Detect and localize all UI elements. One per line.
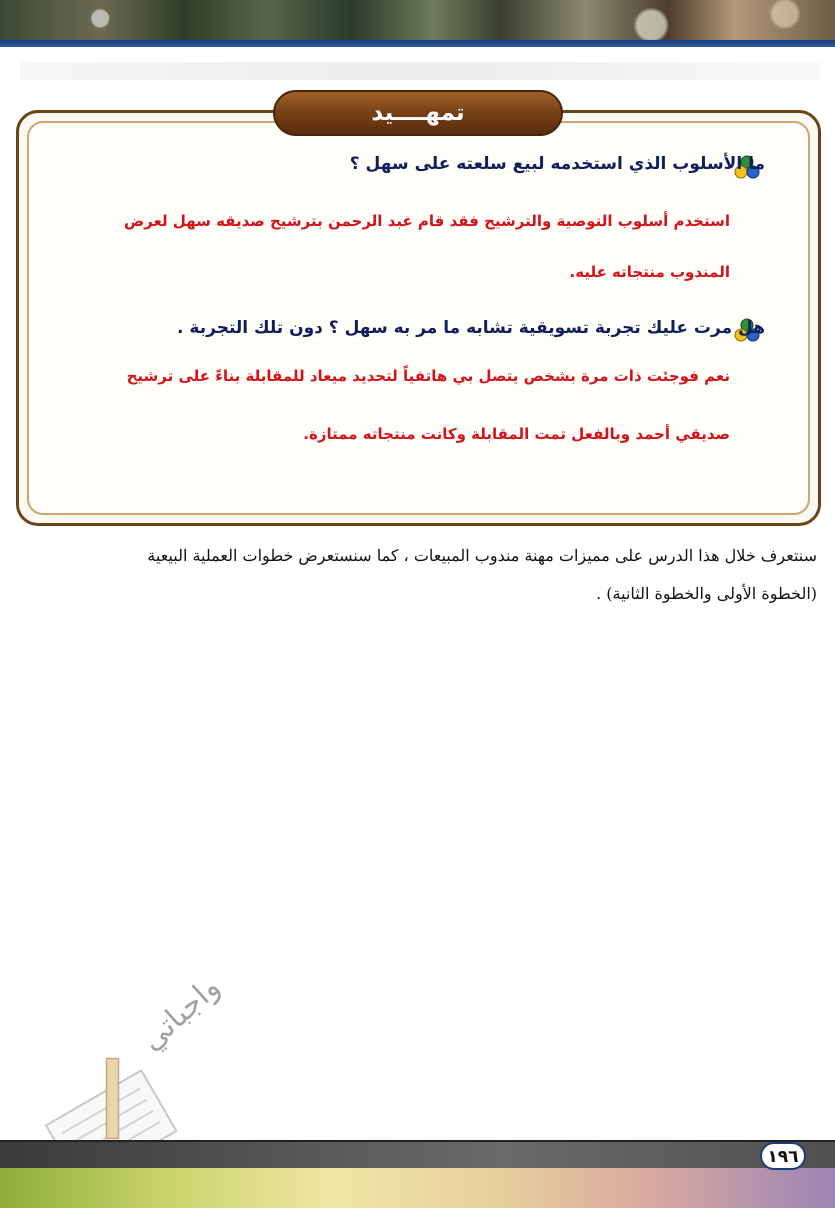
answer-2-line-1: نعم فوجئت ذات مرة بشخص يتصل بي هاتفياً لتحديد ميعاد للمقابلة بناءً على ترشيح — [126, 367, 730, 385]
answer-1-line-1: استخدم أسلوب التوصية والترشيح فقد قام عبد الرحمن بترشيح صديقه سهل لعرض — [123, 212, 730, 230]
watermark-text: واجباتي — [134, 969, 227, 1058]
preface-title: تمهــــيد — [273, 90, 563, 136]
answer-1-line-2: المندوب منتجاته عليه. — [569, 263, 730, 281]
question-1: ما الأسلوب الذي استخدمه لبيع سلعته على سهل ؟ — [349, 154, 765, 174]
faded-background-strip — [20, 62, 820, 80]
page-number: ١٩٦ — [760, 1142, 806, 1170]
answer-2-line-2: صديقي أحمد وبالفعل تمت المقابلة وكانت منتجاته ممتازة. — [303, 425, 730, 443]
question-2: هل مرت عليك تجربة تسويقية تشابه ما مر به سهل ؟ دون تلك التجربة . — [177, 318, 765, 338]
footer-decorative-art — [0, 1168, 835, 1208]
intro-line-2: (الخطوة الأولى والخطوة الثانية) . — [596, 584, 817, 603]
header-divider-line — [0, 40, 835, 47]
intro-line-1: سنتعرف خلال هذا الدرس على مميزات مهنة مندوب المبيعات ، كما سنستعرض خطوات العملية البيعية — [147, 546, 817, 565]
